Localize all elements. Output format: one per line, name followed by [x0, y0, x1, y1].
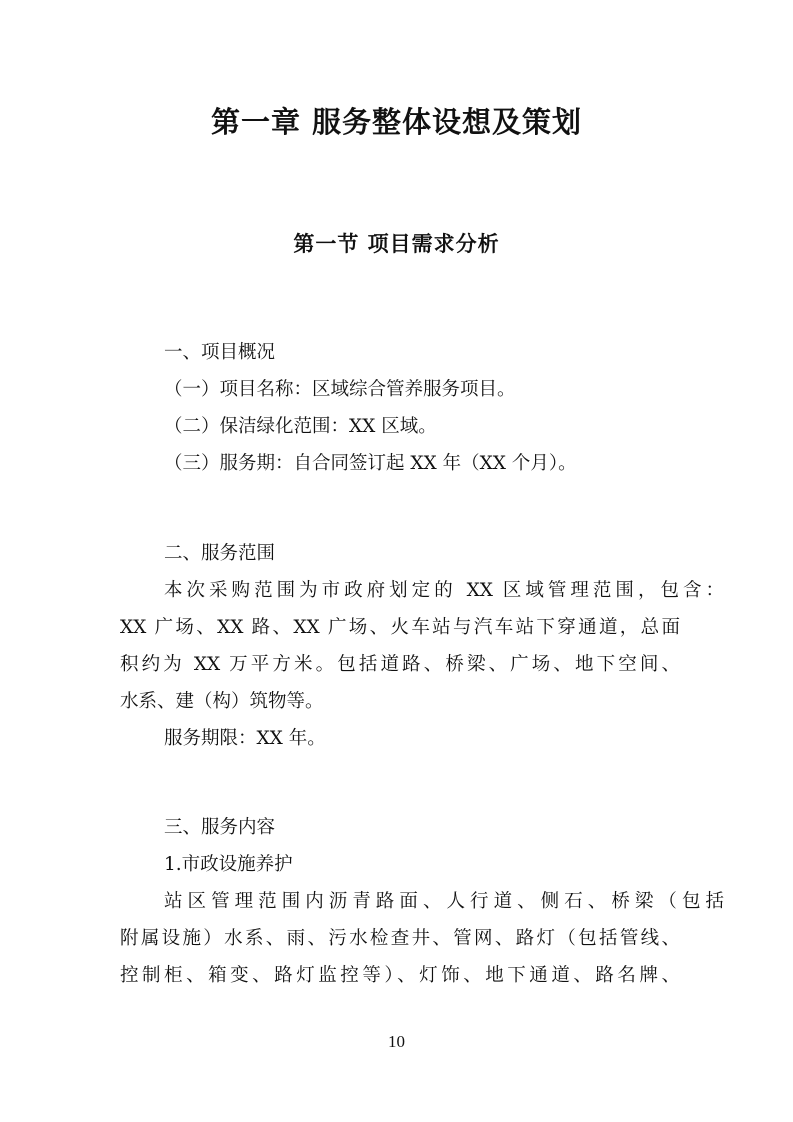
scope-period: 服务期限：XX 年。: [164, 728, 326, 749]
section-title: 第一节 项目需求分析: [293, 232, 500, 256]
overview-heading: 一、项目概况: [164, 342, 276, 363]
content-subheading: 1.市政设施养护: [164, 854, 293, 875]
scope-paragraph-line: 本次采购范围为市政府划定的 XX 区域管理范围，包含：: [164, 580, 724, 601]
content-paragraph-line: 控制柜、箱变、路灯监控等）、灯饰、地下通道、路名牌、: [120, 965, 680, 986]
content-paragraph-line: 站区管理范围内沥青路面、人行道、侧石、桥梁（包括: [164, 891, 724, 912]
overview-item-period: （三）服务期：自合同签订起 XX 年（XX 个月）。: [164, 453, 577, 474]
page-number: 10: [388, 1032, 405, 1051]
scope-paragraph-line: 水系、建（构）筑物等。: [120, 691, 324, 712]
overview-item-range: （二）保洁绿化范围：XX 区域。: [164, 416, 437, 437]
scope-paragraph-line: 积约为 XX 万平方米。包括道路、桥梁、广场、地下空间、: [120, 654, 680, 675]
scope-heading: 二、服务范围: [164, 543, 276, 564]
content-heading: 三、服务内容: [164, 817, 276, 838]
scope-paragraph-line: XX 广场、XX 路、XX 广场、火车站与汽车站下穿通道，总面: [120, 617, 680, 638]
chapter-title: 第一章 服务整体设想及策划: [210, 105, 583, 139]
overview-item-name: （一）项目名称：区域综合管养服务项目。: [164, 379, 516, 400]
content-paragraph-line: 附属设施）水系、雨、污水检查井、管网、路灯（包括管线、: [120, 928, 680, 949]
